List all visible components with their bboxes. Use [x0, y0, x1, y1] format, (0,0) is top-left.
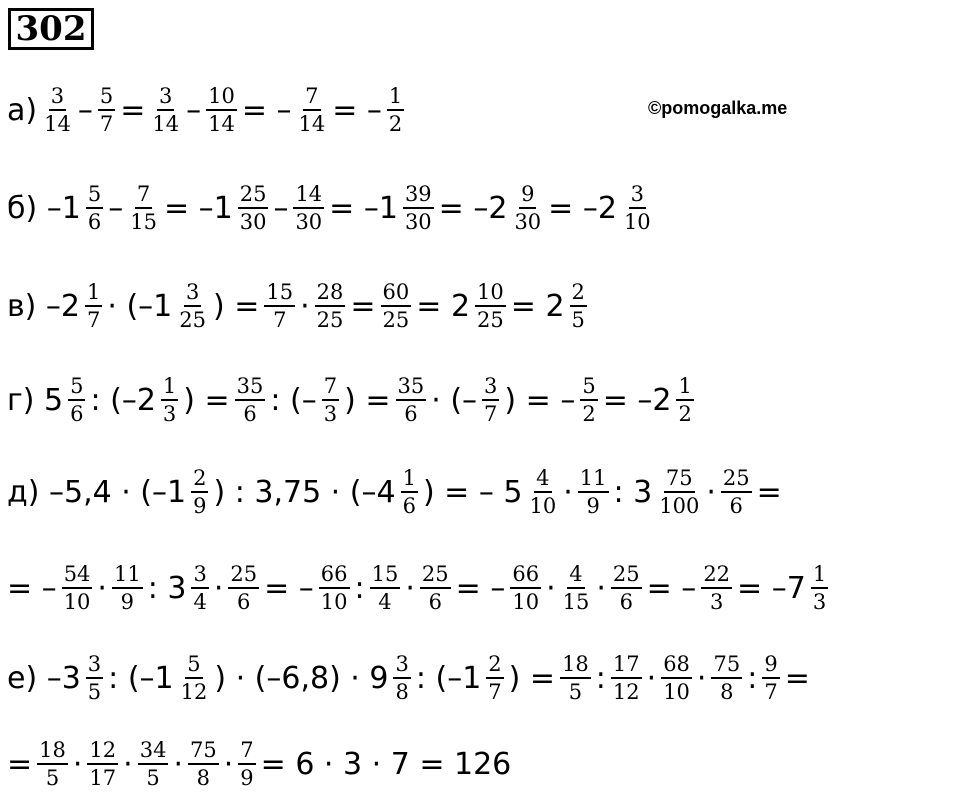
- fraction-numerator: 35: [396, 373, 427, 401]
- fraction: [85, 279, 102, 333]
- fraction: [206, 83, 237, 137]
- fraction: [297, 83, 328, 137]
- fraction: [475, 279, 506, 333]
- fraction-denominator: 9: [586, 494, 600, 518]
- fraction-numerator: 15: [264, 279, 295, 307]
- fraction-denominator: 25: [382, 308, 410, 332]
- fraction-denominator: 2: [582, 402, 596, 426]
- expression-text: :: [595, 660, 606, 696]
- fraction: [486, 651, 503, 705]
- fraction-denominator: 7: [87, 308, 101, 332]
- fraction-numerator: 4: [567, 561, 584, 589]
- expression-text: = –1: [329, 190, 398, 226]
- fraction: [387, 83, 404, 137]
- fraction: [228, 561, 259, 615]
- expression-text: ·: [696, 660, 707, 696]
- fraction-denominator: 4: [378, 590, 392, 614]
- fraction-denominator: 7: [99, 112, 114, 136]
- expression-text: д) –5,4 · (–1: [7, 474, 187, 510]
- fraction-denominator: 6: [243, 402, 257, 426]
- fraction-numerator: 75: [664, 465, 695, 493]
- fraction: [37, 737, 68, 791]
- fraction-numerator: 60: [381, 279, 412, 307]
- fraction-numerator: 25: [611, 561, 642, 589]
- fraction: [527, 465, 558, 519]
- expression-text: : (–1: [415, 660, 482, 696]
- expression-text: ) · (–6,8) · 9: [214, 660, 389, 696]
- fraction: [68, 373, 85, 427]
- expression-text: ·: [405, 570, 415, 606]
- fraction-denominator: 9: [240, 766, 254, 790]
- fraction: [721, 465, 752, 519]
- fraction-denominator: 10: [512, 590, 540, 614]
- expression-text: ) =: [183, 382, 230, 418]
- fraction-numerator: 17: [611, 651, 642, 679]
- expression-text: =: [120, 92, 146, 128]
- expression-text: ·: [706, 474, 716, 510]
- fraction-numerator: 18: [37, 737, 68, 765]
- fraction: [87, 737, 118, 791]
- fraction-denominator: 25: [316, 308, 344, 332]
- expression-text: = –: [7, 570, 57, 606]
- fraction: [482, 373, 499, 427]
- fraction-numerator: 2: [191, 465, 208, 493]
- expression-text: ) =: [508, 660, 556, 696]
- fraction-numerator: 34: [138, 737, 169, 765]
- fraction: [611, 561, 642, 615]
- expression-text: = –: [241, 92, 292, 128]
- fraction-numerator: 3: [191, 561, 208, 589]
- fraction-denominator: 15: [130, 210, 157, 234]
- fraction-numerator: 2: [486, 651, 503, 679]
- expression-text: = –: [455, 570, 506, 606]
- fraction-denominator: 9: [193, 494, 207, 518]
- expression-text: –: [186, 92, 202, 128]
- fraction-numerator: 3: [393, 651, 410, 679]
- fraction-numerator: 25: [420, 561, 451, 589]
- fraction-numerator: 75: [188, 737, 219, 765]
- fraction-numerator: 7: [238, 737, 255, 765]
- fraction-denominator: 5: [45, 766, 60, 790]
- fraction-numerator: 1: [387, 83, 404, 111]
- fraction-denominator: 9: [120, 590, 135, 614]
- fraction-numerator: 3: [184, 279, 201, 307]
- solution-line-g: [6, 362, 698, 438]
- fraction: [315, 279, 346, 333]
- expression-text: =: [350, 288, 376, 324]
- fraction: [370, 561, 401, 615]
- expression-text: ·: [563, 474, 573, 510]
- fraction-numerator: 18: [560, 651, 591, 679]
- expression-text: ·: [213, 570, 224, 606]
- solution-line-v: [6, 268, 591, 344]
- expression-text: в) –2: [7, 288, 81, 324]
- fraction-denominator: 6: [404, 402, 418, 426]
- fraction-denominator: 7: [764, 680, 778, 704]
- fraction: [42, 83, 73, 137]
- fraction-denominator: 8: [196, 766, 211, 790]
- fraction-denominator: 5: [87, 680, 102, 704]
- fraction-denominator: 12: [612, 680, 640, 704]
- fraction-denominator: 6: [237, 590, 251, 614]
- fraction-numerator: 12: [87, 737, 118, 765]
- fraction: [570, 279, 587, 333]
- fraction-denominator: 14: [298, 112, 326, 136]
- fraction-denominator: 30: [295, 210, 323, 234]
- expression-text: · (–1: [107, 288, 173, 324]
- fraction-denominator: 10: [529, 494, 557, 518]
- expression-text: ) =: [344, 382, 391, 418]
- expression-text: : (–: [270, 382, 317, 418]
- expression-text: а): [7, 92, 38, 128]
- fraction-numerator: 35: [235, 373, 266, 401]
- expression-text: –: [273, 190, 289, 226]
- fraction-denominator: 3: [323, 402, 338, 426]
- fraction-denominator: 25: [179, 308, 206, 332]
- fraction-numerator: 5: [185, 651, 202, 679]
- fraction-numerator: 3: [482, 373, 499, 401]
- solution-line-a: [6, 72, 408, 148]
- fraction-numerator: 28: [315, 279, 346, 307]
- fraction: [62, 561, 93, 615]
- fraction-denominator: 8: [720, 680, 734, 704]
- expression-text: –: [108, 190, 124, 226]
- fraction-numerator: 9: [519, 181, 536, 209]
- fraction: [401, 465, 418, 519]
- expression-text: ·: [123, 746, 133, 782]
- fraction-denominator: 6: [428, 590, 442, 614]
- fraction: [86, 651, 103, 705]
- fraction: [622, 181, 653, 235]
- solution-line-b: [6, 170, 657, 246]
- expression-text: =: [7, 746, 33, 782]
- fraction-numerator: 25: [721, 465, 752, 493]
- fraction-numerator: 1: [85, 279, 102, 307]
- fraction-denominator: 10: [663, 680, 690, 704]
- fraction-numerator: 3: [49, 83, 66, 111]
- expression-text: = –2: [438, 190, 508, 226]
- expression-text: =: [756, 474, 782, 510]
- expression-text: е) –3: [7, 660, 81, 696]
- fraction: [191, 561, 208, 615]
- expression-text: ) =: [213, 288, 260, 324]
- expression-text: б) –1: [7, 190, 81, 226]
- fraction-denominator: 7: [484, 402, 498, 426]
- solution-line-d: [6, 454, 783, 530]
- fraction-numerator: 11: [112, 561, 143, 589]
- problem-number: 302: [8, 8, 94, 50]
- fraction-denominator: 25: [477, 308, 504, 332]
- fraction-numerator: 5: [86, 181, 103, 209]
- fraction-numerator: 54: [62, 561, 93, 589]
- expression-text: = 2: [510, 288, 565, 324]
- fraction-denominator: 5: [568, 680, 583, 704]
- fraction-denominator: 6: [70, 402, 84, 426]
- fraction-numerator: 15: [370, 561, 401, 589]
- fraction: [811, 561, 828, 615]
- expression-text: ·: [72, 746, 83, 782]
- fraction-numerator: 68: [661, 651, 692, 679]
- fraction-denominator: 15: [562, 590, 590, 614]
- expression-text: = –: [264, 570, 314, 606]
- expression-text: ·: [223, 746, 234, 782]
- fraction-numerator: 25: [228, 561, 259, 589]
- expression-text: ·: [173, 746, 183, 782]
- fraction-denominator: 6: [87, 210, 102, 234]
- fraction-denominator: 10: [63, 590, 91, 614]
- expression-text: ·: [596, 570, 606, 606]
- fraction-denominator: 5: [146, 766, 160, 790]
- expression-text: = –: [332, 92, 382, 128]
- expression-text: = –2: [548, 190, 617, 226]
- expression-text: = 6 · 3 · 7 = 126: [260, 746, 512, 782]
- fraction: [86, 181, 103, 235]
- fraction: [396, 373, 427, 427]
- fraction: [98, 83, 115, 137]
- fraction-denominator: 100: [659, 494, 700, 518]
- fraction: [561, 561, 592, 615]
- fraction-denominator: 6: [729, 494, 743, 518]
- fraction: [322, 373, 339, 427]
- fraction-denominator: 30: [514, 210, 542, 234]
- fraction-numerator: 9: [762, 651, 779, 679]
- fraction-numerator: 10: [475, 279, 506, 307]
- fraction-denominator: 2: [678, 402, 692, 426]
- fraction-numerator: 4: [534, 465, 551, 493]
- fraction-denominator: 3: [162, 402, 177, 426]
- fraction-numerator: 3: [157, 83, 174, 111]
- fraction-denominator: 14: [44, 112, 71, 136]
- fraction: [381, 279, 412, 333]
- fraction: [711, 651, 742, 705]
- expression-text: =: [784, 660, 810, 696]
- fraction-denominator: 6: [402, 494, 416, 518]
- expression-text: :: [354, 570, 365, 606]
- fraction: [403, 181, 434, 235]
- fraction-denominator: 14: [152, 112, 180, 136]
- fraction-numerator: 7: [322, 373, 339, 401]
- fraction: [319, 561, 350, 615]
- expression-text: ) = – 5: [422, 474, 523, 510]
- fraction-numerator: 25: [238, 181, 269, 209]
- fraction: [657, 465, 701, 519]
- expression-text: –: [77, 92, 93, 128]
- watermark: ©pomogalka.me: [648, 98, 788, 118]
- fraction: [512, 181, 543, 235]
- expression-text: ) = –: [504, 382, 576, 418]
- expression-text: ) : 3,75 · (–4: [213, 474, 396, 510]
- fraction-denominator: 8: [395, 680, 409, 704]
- fraction: [560, 651, 591, 705]
- fraction: [238, 181, 269, 235]
- fraction-numerator: 66: [510, 561, 541, 589]
- fraction-denominator: 5: [571, 308, 585, 332]
- fraction-denominator: 6: [619, 590, 633, 614]
- fraction-numerator: 1: [811, 561, 828, 589]
- fraction: [128, 181, 159, 235]
- fraction-numerator: 2: [570, 279, 587, 307]
- fraction: [762, 651, 779, 705]
- fraction-numerator: 3: [86, 651, 103, 679]
- fraction: [393, 651, 410, 705]
- fraction: [701, 561, 732, 615]
- expression-text: = 2: [416, 288, 471, 324]
- expression-text: ·: [646, 660, 657, 696]
- expression-text: = –1: [163, 190, 233, 226]
- fraction-denominator: 7: [273, 308, 287, 332]
- fraction: [235, 373, 266, 427]
- fraction-denominator: 7: [488, 680, 502, 704]
- fraction-denominator: 30: [239, 210, 267, 234]
- fraction-numerator: 1: [161, 373, 178, 401]
- fraction-denominator: 3: [709, 590, 724, 614]
- fraction-denominator: 4: [193, 590, 207, 614]
- expression-text: г) 5: [7, 382, 64, 418]
- fraction-denominator: 30: [404, 210, 432, 234]
- fraction: [150, 83, 181, 137]
- fraction-denominator: 12: [180, 680, 208, 704]
- fraction-denominator: 10: [320, 590, 348, 614]
- fraction-numerator: 66: [319, 561, 350, 589]
- fraction-numerator: 5: [580, 373, 597, 401]
- solution-line-e-continued: [6, 726, 512, 802]
- fraction: [578, 465, 609, 519]
- expression-text: ·: [546, 570, 556, 606]
- fraction: [179, 651, 210, 705]
- fraction: [420, 561, 451, 615]
- expression-text: ·: [97, 570, 107, 606]
- expression-text: = –: [646, 570, 697, 606]
- fraction: [177, 279, 208, 333]
- expression-text: : (–2: [90, 382, 156, 418]
- fraction-numerator: 10: [206, 83, 237, 111]
- fraction-numerator: 39: [403, 181, 434, 209]
- fraction: [112, 561, 143, 615]
- fraction-denominator: 2: [388, 112, 403, 136]
- fraction: [611, 651, 642, 705]
- fraction: [676, 373, 693, 427]
- fraction-denominator: 14: [208, 112, 235, 136]
- fraction-numerator: 7: [135, 181, 152, 209]
- fraction-numerator: 3: [629, 181, 646, 209]
- expression-text: = –2: [602, 382, 672, 418]
- fraction-numerator: 5: [68, 373, 85, 401]
- fraction-numerator: 1: [401, 465, 418, 493]
- expression-text: : 3: [613, 474, 653, 510]
- fraction-denominator: 17: [89, 766, 117, 790]
- fraction: [264, 279, 295, 333]
- fraction-numerator: 22: [701, 561, 732, 589]
- fraction-denominator: 3: [812, 590, 827, 614]
- expression-text: = –7: [737, 570, 806, 606]
- solution-line-e: [6, 640, 811, 716]
- fraction: [238, 737, 255, 791]
- expression-text: : (–1: [108, 660, 174, 696]
- fraction: [510, 561, 541, 615]
- fraction: [138, 737, 169, 791]
- expression-text: · (–: [431, 382, 478, 418]
- expression-text: : 3: [147, 570, 187, 606]
- fraction: [188, 737, 219, 791]
- fraction-numerator: 75: [711, 651, 742, 679]
- fraction-numerator: 14: [293, 181, 324, 209]
- fraction-denominator: 10: [623, 210, 651, 234]
- fraction-numerator: 7: [303, 83, 320, 111]
- fraction: [580, 373, 597, 427]
- solution-line-d-continued: [6, 550, 832, 626]
- fraction-numerator: 5: [98, 83, 115, 111]
- fraction: [191, 465, 208, 519]
- expression-text: ·: [300, 288, 310, 324]
- fraction-numerator: 1: [676, 373, 693, 401]
- expression-text: :: [747, 660, 758, 696]
- fraction-numerator: 11: [578, 465, 609, 493]
- fraction: [661, 651, 692, 705]
- fraction: [161, 373, 178, 427]
- fraction: [293, 181, 324, 235]
